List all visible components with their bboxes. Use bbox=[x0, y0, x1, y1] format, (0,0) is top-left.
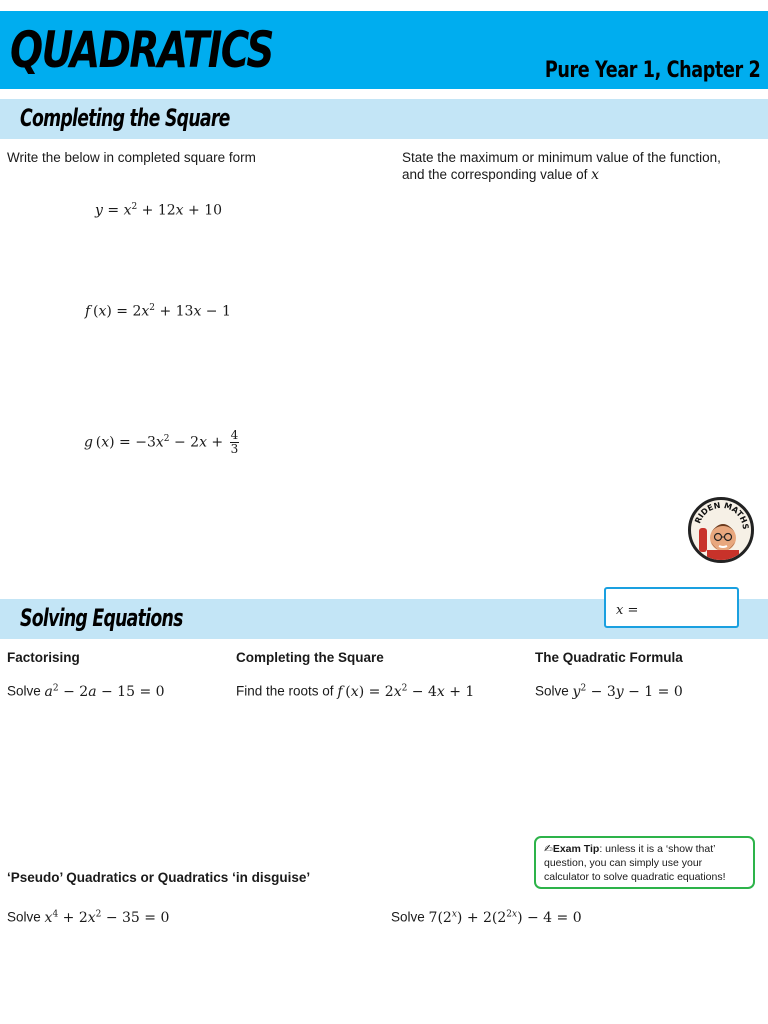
roots-equation: f $(x) = 2x^2 - 4x + 1$ bbox=[337, 683, 475, 700]
pseudo-prompt-1: Solve bbox=[7, 909, 41, 925]
formula-equation: $y^2 - 3y - 1 = 0$ bbox=[572, 683, 683, 700]
quadratic-formula-title: The Quadratic Formula bbox=[535, 650, 683, 665]
pseudo-question-2 bbox=[391, 906, 582, 927]
equation-f: f $(x) = 2x^2 + 13x - 1$ bbox=[85, 303, 231, 320]
roots-question bbox=[236, 680, 474, 701]
answer-box[interactable] bbox=[604, 587, 739, 628]
section-heading-completing-square: Completing the Square bbox=[20, 104, 230, 132]
completing-square-title: Completing the Square bbox=[236, 650, 384, 665]
pseudo-equation-1: $x^4 + 2x^2 - 35 = 0$ bbox=[44, 909, 170, 926]
max-min-instruction bbox=[402, 149, 722, 184]
equation-g: g $(x) = -3x^2 - 2x$ + $\frac{4}{3}$ bbox=[84, 428, 239, 456]
page-subtitle: Pure Year 1, Chapter 2 bbox=[544, 58, 760, 83]
formula-question bbox=[535, 680, 683, 701]
pseudo-question-1 bbox=[7, 906, 169, 927]
variable-x: x bbox=[591, 167, 600, 183]
writing-hand-icon: ✍ bbox=[544, 843, 553, 855]
factorising-prompt: Solve bbox=[7, 683, 41, 699]
factorising-equation: $a^2 - 2a - 15 = 0$ bbox=[44, 683, 165, 700]
pseudo-prompt-2: Solve bbox=[391, 909, 425, 925]
roots-prompt: Find the roots of bbox=[236, 683, 334, 699]
logo-text: RIDEN MATHS bbox=[693, 500, 751, 530]
exam-tip-text: : unless it is a ‘show that’ question, you can simply use your calculator to solve quadratic equations! bbox=[544, 843, 726, 883]
answer-box-label: x = bbox=[616, 603, 639, 618]
exam-tip-box bbox=[534, 836, 755, 889]
completing-square-instruction: Write the below in completed square form bbox=[7, 150, 256, 165]
pseudo-equation-2: $7(2^x) + 2(2^{2x}) - 4 = 0$ bbox=[428, 909, 582, 926]
riden-maths-logo bbox=[688, 497, 754, 563]
exam-tip-label: Exam Tip bbox=[552, 843, 600, 855]
formula-prompt: Solve bbox=[535, 683, 569, 699]
max-min-instruction-text: State the maximum or minimum value of the function, and the corresponding value of bbox=[402, 150, 721, 182]
section-heading-solving-equations: Solving Equations bbox=[20, 604, 183, 632]
equation-y: $y = x^2 + 12x + 10$ bbox=[95, 202, 223, 219]
pseudo-quadratics-title: ‘Pseudo’ Quadratics or Quadratics ‘in disguise’ bbox=[7, 870, 311, 885]
page-title: QUADRATICS bbox=[10, 21, 273, 79]
factorising-title: Factorising bbox=[7, 650, 80, 665]
factorising-question bbox=[7, 680, 165, 701]
